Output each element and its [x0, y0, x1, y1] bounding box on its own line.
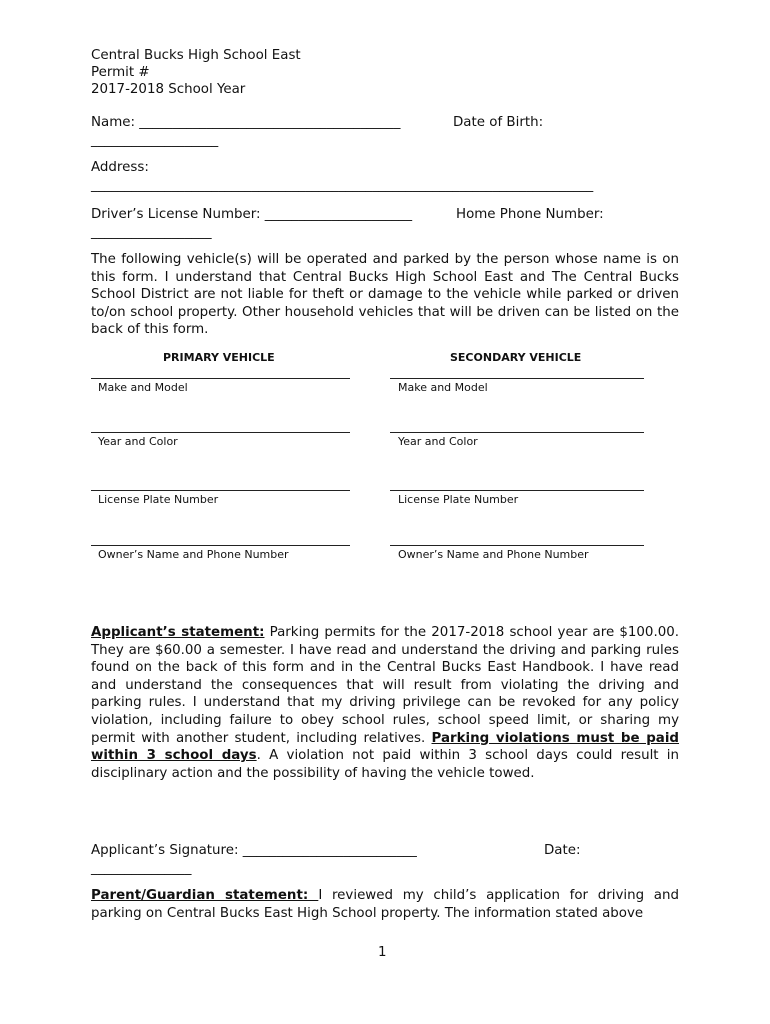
- primary-owner-line[interactable]: [91, 545, 350, 546]
- dob-label: Date of Birth:: [453, 115, 544, 130]
- name-field[interactable]: Name: _______________________________________: [91, 115, 401, 130]
- applicant-statement: [91, 624, 679, 782]
- parent-statement-heading: Parent/Guardian statement:: [91, 888, 319, 903]
- applicant-statement-text: Parking permits for the 2017-2018 school year are $100.00. They are $60.00 a semester. I have read and understand the driving and parking rules found on the back of this form and in the Central Bucks East Handbook. I have read and understand the consequences that will result from violating the driving and parking rules. I understand that my driving privilege can be revoked for any policy violation, including failure to obey school rules, school speed limit, or sharing my permit with another student, including relatives.: [91, 625, 680, 746]
- primary-year-color-line[interactable]: [91, 432, 350, 433]
- page-number: 1: [378, 945, 387, 960]
- home-phone-field[interactable]: __________________: [91, 225, 212, 240]
- parent-statement-text: I reviewed my child’s application for driving and parking on Central Bucks East High School property. The information stated above: [91, 888, 679, 921]
- secondary-plate-label: License Plate Number: [398, 493, 519, 506]
- home-phone-label: Home Phone Number:: [456, 207, 604, 222]
- secondary-vehicle-heading: SECONDARY VEHICLE: [450, 351, 582, 364]
- secondary-plate-line[interactable]: [390, 490, 644, 491]
- primary-year-color-label: Year and Color: [98, 435, 178, 448]
- license-number-field[interactable]: Driver’s License Number: ______________________: [91, 207, 413, 222]
- primary-vehicle-heading: PRIMARY VEHICLE: [163, 351, 275, 364]
- signature-date-field[interactable]: _______________: [91, 861, 192, 876]
- violation-payment-notice: Parking violations must be paid within 3 school days: [91, 730, 680, 764]
- school-year: 2017-2018 School Year: [91, 82, 246, 97]
- applicant-signature-field[interactable]: Applicant’s Signature: __________________________: [91, 843, 417, 858]
- address-field[interactable]: ___________________________________________________________________________: [91, 178, 594, 193]
- primary-make-model-label: Make and Model: [98, 381, 188, 394]
- primary-plate-label: License Plate Number: [98, 493, 219, 506]
- dob-field[interactable]: ___________________: [91, 133, 219, 148]
- parent-statement: [91, 887, 679, 922]
- secondary-owner-label: Owner’s Name and Phone Number: [398, 548, 589, 561]
- applicant-statement-text-end: . A violation not paid within 3 school days could result in disciplinary action and the possibility of having the vehicle towed.: [91, 748, 679, 781]
- primary-make-model-line[interactable]: [91, 378, 350, 379]
- primary-plate-line[interactable]: [91, 490, 350, 491]
- school-name: Central Bucks High School East: [91, 48, 301, 63]
- secondary-year-color-line[interactable]: [390, 432, 644, 433]
- secondary-make-model-line[interactable]: [390, 378, 644, 379]
- permit-number: Permit #: [91, 65, 150, 80]
- signature-date-label: Date:: [544, 843, 581, 858]
- applicant-statement-heading: Applicant’s statement:: [91, 625, 265, 640]
- secondary-make-model-label: Make and Model: [398, 381, 488, 394]
- address-label: Address:: [91, 160, 149, 175]
- secondary-year-color-label: Year and Color: [398, 435, 478, 448]
- secondary-owner-line[interactable]: [390, 545, 644, 546]
- intro-paragraph: The following vehicle(s) will be operated and parked by the person whose name is on this form. I understand that Central Bucks High School East and The Central Bucks School District are not liable for theft or damage to the vehicle while parked or driven to/on school property. Other household vehicles that will be driven can be listed on the back of this form.: [91, 252, 679, 338]
- primary-owner-label: Owner’s Name and Phone Number: [98, 548, 289, 561]
